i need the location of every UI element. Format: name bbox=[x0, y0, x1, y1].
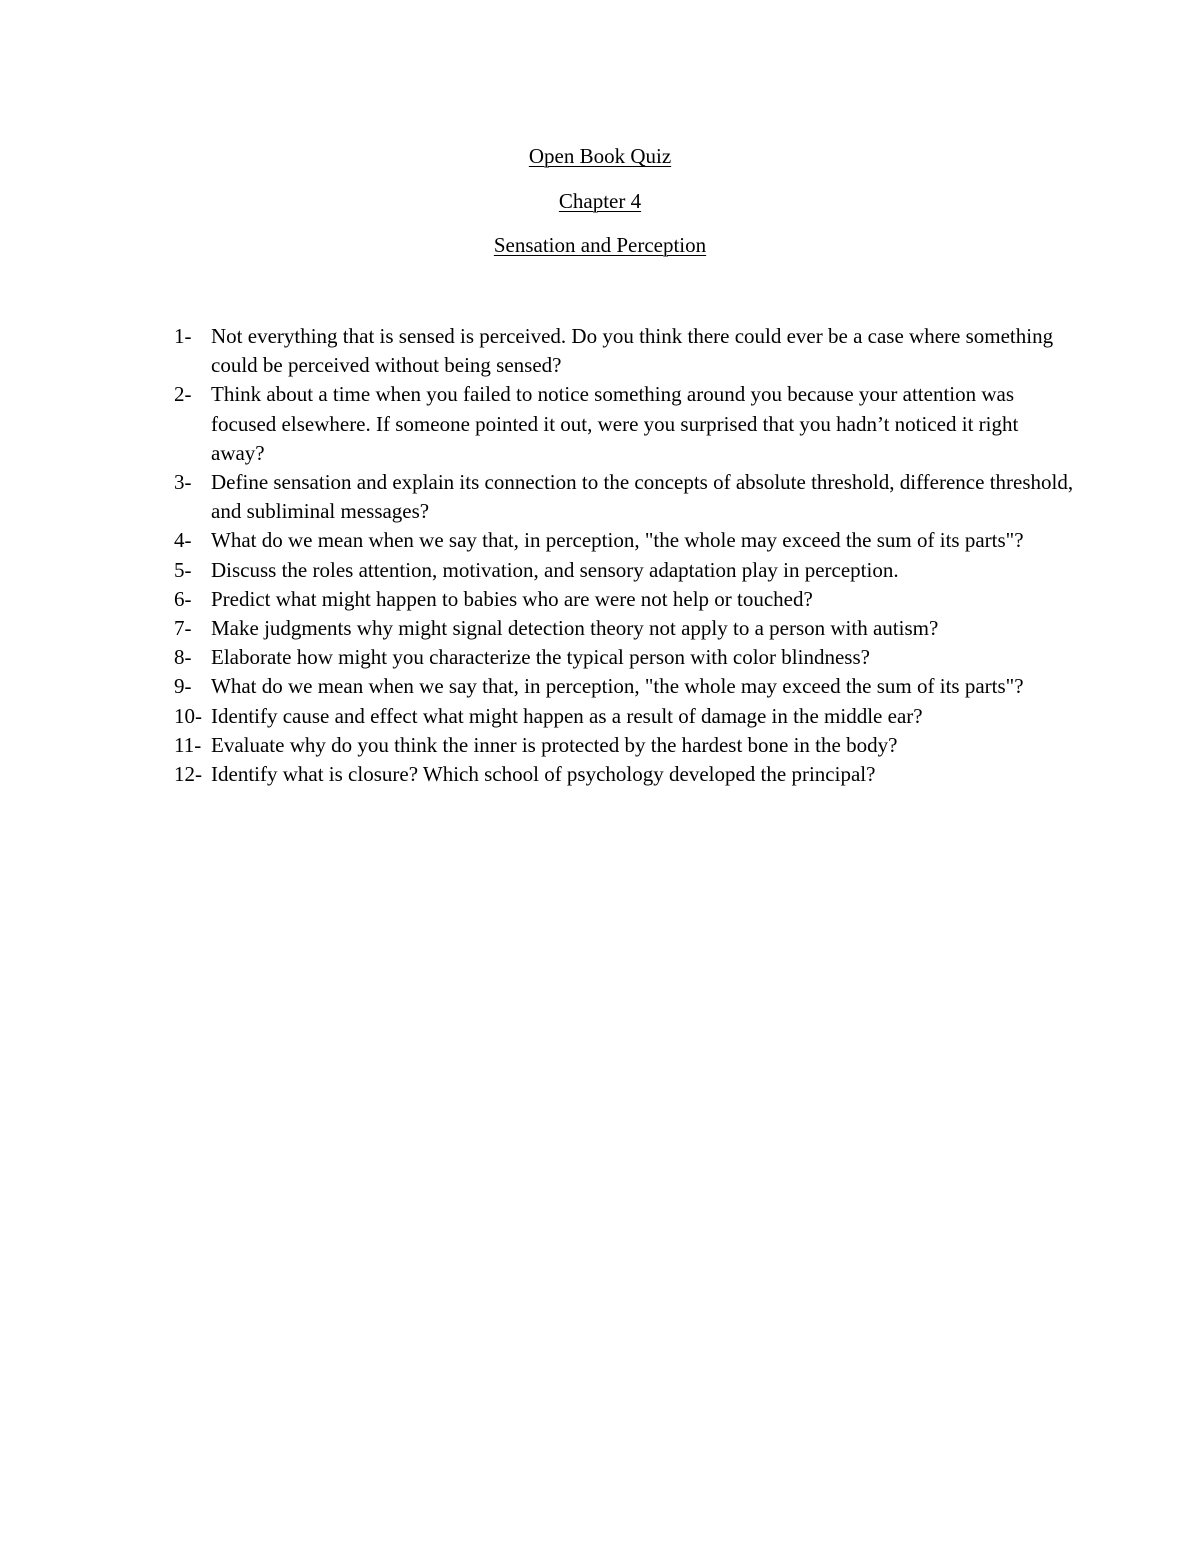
question-item bbox=[174, 380, 1074, 468]
question-item bbox=[174, 760, 1074, 789]
chapter-title-text: Chapter 4 bbox=[558, 188, 642, 213]
question-number: 2- bbox=[174, 382, 192, 407]
question-text: Not everything that is sensed is perceived. Do you think there could ever be a case where something could be perceived without being sensed? bbox=[211, 324, 1054, 378]
question-text: What do we mean when we say that, in perception, "the whole may exceed the sum of its parts"? bbox=[211, 528, 1024, 553]
question-item bbox=[174, 702, 1074, 731]
question-number: 6- bbox=[174, 586, 192, 611]
question-list bbox=[174, 322, 1074, 789]
question-text: Evaluate why do you think the inner is protected by the hardest bone in the body? bbox=[211, 732, 898, 757]
question-item bbox=[174, 556, 1074, 585]
question-text: Elaborate how might you characterize the typical person with color blindness? bbox=[211, 645, 870, 670]
question-text: Make judgments why might signal detection theory not apply to a person with autism? bbox=[211, 616, 939, 641]
question-number: 3- bbox=[174, 470, 192, 495]
question-item bbox=[174, 614, 1074, 643]
question-text: What do we mean when we say that, in perception, "the whole may exceed the sum of its parts"? bbox=[211, 674, 1024, 699]
question-item bbox=[174, 526, 1074, 555]
question-text: Identify cause and effect what might happen as a result of damage in the middle ear? bbox=[211, 703, 923, 728]
question-item bbox=[174, 322, 1074, 380]
subject-title bbox=[0, 230, 1200, 260]
question-text: Discuss the roles attention, motivation, and sensory adaptation play in perception. bbox=[211, 557, 899, 582]
document-header bbox=[0, 141, 1200, 275]
question-number: 5- bbox=[174, 557, 192, 582]
question-text: Define sensation and explain its connection to the concepts of absolute threshold, difference threshold, and subliminal messages? bbox=[211, 470, 1074, 524]
question-item bbox=[174, 731, 1074, 760]
question-text: Identify what is closure? Which school of psychology developed the principal? bbox=[211, 762, 876, 787]
question-number: 8- bbox=[174, 645, 192, 670]
question-number: 1- bbox=[174, 324, 192, 348]
quiz-title-text: Open Book Quiz bbox=[528, 144, 672, 168]
question-number: 10- bbox=[174, 703, 202, 728]
question-item bbox=[174, 585, 1074, 614]
question-item bbox=[174, 672, 1074, 701]
subject-title-text: Sensation and Perception bbox=[493, 233, 707, 257]
question-item bbox=[174, 643, 1074, 672]
question-number: 7- bbox=[174, 616, 192, 641]
question-number: 12- bbox=[174, 762, 202, 787]
chapter-title bbox=[0, 186, 1200, 216]
question-item bbox=[174, 468, 1074, 526]
question-number: 11- bbox=[174, 732, 202, 757]
question-text: Think about a time when you failed to notice something around you because your attention was focused elsewhere. If someone pointed it out, were you surprised that you hadn’t noticed it right away? bbox=[211, 382, 1019, 465]
question-text: Predict what might happen to babies who are were not help or touched? bbox=[211, 586, 813, 611]
question-number: 9- bbox=[174, 674, 192, 699]
quiz-title bbox=[0, 141, 1200, 171]
question-number: 4- bbox=[174, 528, 192, 553]
